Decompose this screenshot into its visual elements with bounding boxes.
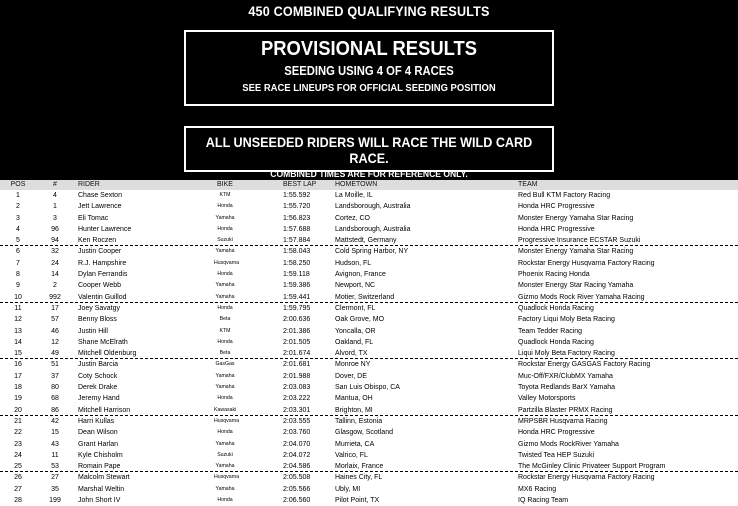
cell-best-lap: 2:03.555 bbox=[283, 417, 311, 425]
cell-best-lap: 1:57.688 bbox=[283, 225, 311, 233]
cell-rider: R.J. Hampshire bbox=[78, 259, 127, 267]
cell-number: 37 bbox=[51, 372, 59, 380]
cell-pos: 1 bbox=[16, 192, 20, 199]
cell-hometown: Avignon, France bbox=[335, 271, 386, 279]
cell-team: Valley Motorsports bbox=[518, 395, 576, 403]
cell-bike: Yamaha bbox=[215, 440, 235, 447]
cell-best-lap: 2:04.072 bbox=[283, 451, 311, 459]
cell-hometown: Oak Grove, MO bbox=[335, 316, 385, 324]
cell-team: Gizmo Mods Rock River Yamaha Racing bbox=[518, 293, 645, 301]
cell-rider: Cooper Webb bbox=[78, 282, 122, 290]
cell-best-lap: 1:55.592 bbox=[283, 192, 311, 199]
cell-bike: Beta bbox=[219, 350, 231, 357]
cell-rider: Ken Roczen bbox=[78, 237, 117, 245]
wild-card-notice-box bbox=[184, 126, 554, 180]
cell-hometown: Landsborough, Australia bbox=[335, 203, 411, 211]
cell-pos: 8 bbox=[16, 271, 20, 279]
cell-pos: 23 bbox=[14, 440, 22, 448]
cell-hometown: Mattstedt, Germany bbox=[335, 237, 397, 245]
cell-rider: Justin Hill bbox=[78, 327, 108, 335]
cell-rider: Joey Savatgy bbox=[78, 304, 121, 312]
cell-number: 35 bbox=[51, 485, 59, 493]
cell-rider: Benny Bloss bbox=[78, 316, 117, 324]
cell-best-lap: 2:03.222 bbox=[283, 395, 311, 403]
cell-team: MRPSBR Husqvarna Racing bbox=[518, 417, 608, 425]
cell-number: 57 bbox=[51, 316, 59, 324]
cell-team: Rockstar Energy Husqvarna Factory Racing bbox=[518, 474, 655, 482]
cell-rider: Shane McElrath bbox=[78, 338, 128, 346]
results-table bbox=[0, 180, 738, 506]
cell-rider: Kyle Chisholm bbox=[78, 451, 123, 459]
cell-hometown: Yoncalla, OR bbox=[335, 327, 376, 335]
table-row bbox=[0, 405, 738, 416]
table-row bbox=[0, 337, 738, 348]
cell-rider: Mitchell Harrison bbox=[78, 406, 131, 414]
wild-card-notice: ALL UNSEEDED RIDERS WILL RACE THE WILD CARD RACE. bbox=[205, 134, 533, 166]
cell-best-lap: 1:59.118 bbox=[283, 271, 310, 279]
cell-bike: Beta bbox=[219, 316, 231, 323]
cell-number: 2 bbox=[53, 282, 57, 290]
table-row bbox=[0, 382, 738, 393]
cell-hometown: Tallinn, Estonia bbox=[335, 417, 383, 425]
cell-pos: 11 bbox=[14, 304, 22, 312]
cell-bike: Honda bbox=[217, 203, 233, 210]
results-header bbox=[0, 0, 738, 180]
cell-best-lap: 2:01.386 bbox=[283, 327, 311, 335]
cell-bike: Honda bbox=[217, 304, 233, 311]
cell-best-lap: 2:01.505 bbox=[283, 338, 311, 346]
cell-number: 49 bbox=[51, 350, 59, 358]
table-row bbox=[0, 292, 738, 303]
cell-best-lap: 2:05.508 bbox=[283, 474, 311, 482]
table-row bbox=[0, 461, 738, 472]
cell-rider: Marshal Weltin bbox=[78, 485, 125, 493]
cell-team: Red Bull KTM Factory Racing bbox=[518, 192, 611, 199]
cell-team: Partzilla Blaster PRMX Racing bbox=[518, 406, 613, 414]
cell-pos: 25 bbox=[14, 463, 22, 471]
cell-team: Monster Energy Star Racing Yamaha bbox=[518, 282, 634, 290]
cell-team: Honda HRC Progressive bbox=[518, 225, 595, 233]
cell-pos: 20 bbox=[14, 406, 22, 414]
cell-number: 4 bbox=[53, 192, 57, 199]
cell-number: 199 bbox=[49, 497, 61, 505]
col-best-lap: BEST LAP bbox=[283, 181, 317, 188]
cell-number: 43 bbox=[51, 440, 59, 448]
cell-rider: Malcolm Stewart bbox=[78, 474, 130, 482]
cell-hometown: Morlaix, France bbox=[335, 463, 384, 471]
cell-pos: 4 bbox=[16, 225, 20, 233]
table-row bbox=[0, 472, 738, 483]
cell-best-lap: 2:00.636 bbox=[283, 316, 311, 324]
cell-hometown: Hudson, FL bbox=[335, 259, 372, 267]
cell-best-lap: 1:59.795 bbox=[283, 304, 311, 312]
cell-bike: Honda bbox=[217, 338, 233, 345]
cell-team: IQ Racing Team bbox=[518, 497, 569, 505]
cell-best-lap: 2:03.083 bbox=[283, 384, 311, 392]
cell-team: Liqui Moly Beta Factory Racing bbox=[518, 350, 615, 358]
cell-hometown: Ubly, MI bbox=[335, 485, 361, 493]
cell-rider: John Short IV bbox=[78, 497, 121, 505]
table-row bbox=[0, 269, 738, 280]
cell-rider: Romain Pape bbox=[78, 463, 121, 471]
page-title: 450 COMBINED QUALIFYING RESULTS bbox=[248, 3, 490, 19]
cell-rider: Jett Lawrence bbox=[78, 203, 122, 211]
cell-rider: Mitchell Oldenburg bbox=[78, 350, 137, 358]
cell-hometown: Clermont, FL bbox=[335, 304, 376, 312]
cell-bike: Yamaha bbox=[215, 384, 235, 391]
seeding-note: SEEDING USING 4 OF 4 RACES bbox=[284, 64, 454, 78]
cell-hometown: Mantua, OH bbox=[335, 395, 373, 403]
cell-pos: 7 bbox=[16, 259, 20, 267]
cell-team: Factory Liqui Moly Beta Racing bbox=[518, 316, 615, 324]
cell-rider: Dylan Ferrandis bbox=[78, 271, 128, 279]
table-row bbox=[0, 224, 738, 235]
cell-number: 15 bbox=[51, 429, 59, 437]
cell-hometown: Monroe NY bbox=[335, 361, 371, 369]
cell-bike: Honda bbox=[217, 497, 233, 504]
cell-hometown: Glasgow, Scotland bbox=[335, 429, 393, 437]
table-row bbox=[0, 280, 738, 291]
cell-hometown: Cortez, CO bbox=[335, 214, 371, 222]
cell-number: 96 bbox=[51, 225, 59, 233]
cell-hometown: San Luis Obispo, CA bbox=[335, 384, 400, 392]
cell-best-lap: 1:59.386 bbox=[283, 282, 311, 290]
cell-pos: 3 bbox=[16, 214, 20, 222]
cell-team: Quadlock Honda Racing bbox=[518, 338, 594, 346]
cell-rider: Derek Drake bbox=[78, 384, 118, 392]
table-row bbox=[0, 359, 738, 370]
table-row bbox=[0, 484, 738, 495]
table-row bbox=[0, 439, 738, 450]
cell-rider: Chase Sexton bbox=[78, 192, 122, 199]
cell-team: Honda HRC Progressive bbox=[518, 203, 595, 211]
cell-rider: Coty Schock bbox=[78, 372, 118, 380]
cell-best-lap: 1:57.884 bbox=[283, 237, 311, 245]
cell-bike: GasGas bbox=[215, 361, 235, 368]
cell-best-lap: 2:01.988 bbox=[283, 372, 311, 380]
table-row bbox=[0, 348, 738, 359]
cell-pos: 28 bbox=[14, 497, 22, 505]
cell-bike: Husqvarna bbox=[214, 474, 240, 481]
table-row bbox=[0, 303, 738, 314]
cell-pos: 22 bbox=[14, 429, 22, 437]
table-row bbox=[0, 371, 738, 382]
table-row bbox=[0, 190, 738, 201]
cell-best-lap: 2:04.070 bbox=[283, 440, 311, 448]
cell-hometown: Newport, NC bbox=[335, 282, 376, 290]
cell-bike: Yamaha bbox=[215, 463, 235, 470]
table-header bbox=[0, 180, 738, 190]
cell-pos: 19 bbox=[14, 395, 22, 403]
cell-hometown: Oakland, FL bbox=[335, 338, 374, 346]
cell-bike: Yamaha bbox=[215, 248, 235, 255]
cell-number: 94 bbox=[51, 237, 59, 245]
table-row bbox=[0, 416, 738, 427]
table-row bbox=[0, 213, 738, 224]
cell-number: 12 bbox=[51, 338, 59, 346]
cell-bike: Husqvarna bbox=[214, 259, 240, 266]
cell-hometown: Murrieta, CA bbox=[335, 440, 375, 448]
cell-bike: Yamaha bbox=[215, 282, 235, 289]
cell-pos: 13 bbox=[14, 327, 22, 335]
cell-pos: 16 bbox=[14, 361, 22, 369]
cell-hometown: Motier, Switzerland bbox=[335, 293, 395, 301]
cell-bike: Suzuki bbox=[217, 451, 233, 458]
cell-number: 14 bbox=[51, 271, 59, 279]
cell-best-lap: 1:58.250 bbox=[283, 259, 311, 267]
cell-number: 80 bbox=[51, 384, 59, 392]
cell-pos: 24 bbox=[14, 451, 22, 459]
cell-number: 53 bbox=[51, 463, 59, 471]
cell-rider: Valentin Guillod bbox=[78, 293, 127, 301]
cell-pos: 17 bbox=[14, 372, 22, 380]
cell-bike: KTM bbox=[219, 327, 231, 334]
table-row bbox=[0, 450, 738, 461]
cell-hometown: Haines City, FL bbox=[335, 474, 383, 482]
cell-number: 3 bbox=[53, 214, 57, 222]
table-row bbox=[0, 201, 738, 212]
table-body bbox=[0, 190, 738, 506]
cell-number: 68 bbox=[51, 395, 59, 403]
cell-pos: 2 bbox=[16, 203, 20, 211]
cell-team: Rockstar Energy GASGAS Factory Racing bbox=[518, 361, 651, 369]
cell-number: 51 bbox=[51, 361, 59, 369]
cell-best-lap: 1:59.441 bbox=[283, 293, 311, 301]
table-row bbox=[0, 427, 738, 438]
cell-best-lap: 1:55.720 bbox=[283, 203, 311, 211]
col-team: TEAM bbox=[518, 181, 538, 188]
cell-hometown: Brighton, MI bbox=[335, 406, 373, 414]
cell-team: Rockstar Energy Husqvarna Factory Racing bbox=[518, 259, 655, 267]
table-row bbox=[0, 314, 738, 325]
cell-team: Honda HRC Progressive bbox=[518, 429, 595, 437]
cell-hometown: Dover, DE bbox=[335, 372, 367, 380]
cell-number: 11 bbox=[51, 451, 59, 459]
cell-best-lap: 2:06.560 bbox=[283, 497, 311, 505]
combined-times-note: COMBINED TIMES ARE FOR REFERENCE ONLY. bbox=[270, 169, 468, 180]
cell-bike: Honda bbox=[217, 395, 233, 402]
cell-number: 46 bbox=[51, 327, 59, 335]
table-row bbox=[0, 393, 738, 404]
cell-rider: Jeremy Hand bbox=[78, 395, 120, 403]
col-bike: BIKE bbox=[217, 181, 233, 188]
cell-team: Twisted Tea HEP Suzuki bbox=[518, 451, 595, 459]
cell-bike: Honda bbox=[217, 429, 233, 436]
cell-team: Gizmo Mods RockRiver Yamaha bbox=[518, 440, 619, 448]
cell-pos: 18 bbox=[14, 384, 22, 392]
cell-team: Muc-Off/FXR/ClubMX Yamaha bbox=[518, 372, 613, 380]
cell-hometown: Valrico, FL bbox=[335, 451, 368, 459]
cell-rider: Harri Kullas bbox=[78, 417, 115, 425]
cell-best-lap: 2:01.681 bbox=[283, 361, 311, 369]
cell-pos: 26 bbox=[14, 474, 22, 482]
cell-pos: 15 bbox=[14, 350, 22, 358]
cell-bike: Yamaha bbox=[215, 293, 235, 300]
provisional-results-box bbox=[184, 30, 554, 106]
cell-team: Toyota Redlands BarX Yamaha bbox=[518, 384, 616, 392]
cell-pos: 6 bbox=[16, 248, 20, 256]
table-row bbox=[0, 246, 738, 257]
cell-number: 32 bbox=[51, 248, 59, 256]
cell-best-lap: 1:56.823 bbox=[283, 214, 311, 222]
cell-team: Progressive Insurance ECSTAR Suzuki bbox=[518, 237, 641, 245]
cell-pos: 14 bbox=[14, 338, 22, 346]
cell-number: 992 bbox=[49, 293, 61, 301]
lineup-note: SEE RACE LINEUPS FOR OFFICIAL SEEDING POSITION bbox=[242, 82, 496, 94]
cell-best-lap: 1:58.043 bbox=[283, 248, 311, 256]
cell-bike: KTM bbox=[219, 192, 231, 198]
cell-hometown: Pilot Point, TX bbox=[335, 497, 380, 505]
cell-rider: Grant Harlan bbox=[78, 440, 119, 448]
cell-team: The McGinley Clinic Privateer Support Program bbox=[518, 463, 666, 471]
cell-bike: Honda bbox=[217, 225, 233, 232]
cell-number: 17 bbox=[51, 304, 59, 312]
cell-hometown: Cold Spring Harbor, NY bbox=[335, 248, 409, 256]
cell-rider: Justin Cooper bbox=[78, 248, 122, 256]
cell-number: 42 bbox=[51, 417, 59, 425]
cell-bike: Yamaha bbox=[215, 214, 235, 221]
cell-bike: Husqvarna bbox=[214, 417, 240, 424]
provisional-title: PROVISIONAL RESULTS bbox=[260, 38, 478, 60]
cell-pos: 5 bbox=[16, 237, 20, 245]
cell-team: Quadlock Honda Racing bbox=[518, 304, 594, 312]
cell-best-lap: 2:03.301 bbox=[283, 406, 311, 414]
cell-number: 1 bbox=[53, 203, 57, 211]
cell-bike: Yamaha bbox=[215, 372, 235, 379]
cell-number: 27 bbox=[51, 474, 59, 482]
cell-hometown: Alvord, TX bbox=[335, 350, 368, 358]
cell-team: MX6 Racing bbox=[518, 485, 557, 493]
cell-number: 86 bbox=[51, 406, 59, 414]
cell-bike: Kawasaki bbox=[214, 406, 237, 413]
cell-team: Team Tedder Racing bbox=[518, 327, 583, 335]
cell-best-lap: 2:05.566 bbox=[283, 485, 311, 493]
cell-rider: Eli Tomac bbox=[78, 214, 109, 222]
cell-pos: 21 bbox=[14, 417, 22, 425]
cell-rider: Dean Wilson bbox=[78, 429, 118, 437]
col-pos: POS bbox=[10, 181, 26, 188]
col-rider: RIDER bbox=[78, 181, 100, 188]
cell-team: Monster Energy Yamaha Star Racing bbox=[518, 214, 634, 222]
cell-pos: 10 bbox=[14, 293, 22, 301]
table-row bbox=[0, 258, 738, 269]
cell-hometown: La Moille, IL bbox=[335, 192, 373, 199]
cell-rider: Hunter Lawrence bbox=[78, 225, 132, 233]
cell-pos: 12 bbox=[14, 316, 22, 324]
col-number: # bbox=[53, 181, 57, 188]
table-row bbox=[0, 235, 738, 246]
cell-best-lap: 2:03.760 bbox=[283, 429, 311, 437]
table-row bbox=[0, 326, 738, 337]
cell-rider: Justin Barcia bbox=[78, 361, 119, 369]
cell-best-lap: 2:01.674 bbox=[283, 350, 311, 358]
cell-pos: 9 bbox=[16, 282, 20, 290]
cell-bike: Yamaha bbox=[215, 485, 235, 492]
cell-number: 24 bbox=[51, 259, 59, 267]
cell-bike: Honda bbox=[217, 271, 233, 278]
cell-pos: 27 bbox=[14, 485, 22, 493]
cell-best-lap: 2:04.586 bbox=[283, 463, 311, 471]
cell-bike: Suzuki bbox=[217, 237, 233, 244]
cell-team: Monster Energy Yamaha Star Racing bbox=[518, 248, 634, 256]
cell-team: Phoenix Racing Honda bbox=[518, 271, 590, 279]
cell-hometown: Landsborough, Australia bbox=[335, 225, 411, 233]
col-hometown: HOMETOWN bbox=[335, 181, 378, 188]
